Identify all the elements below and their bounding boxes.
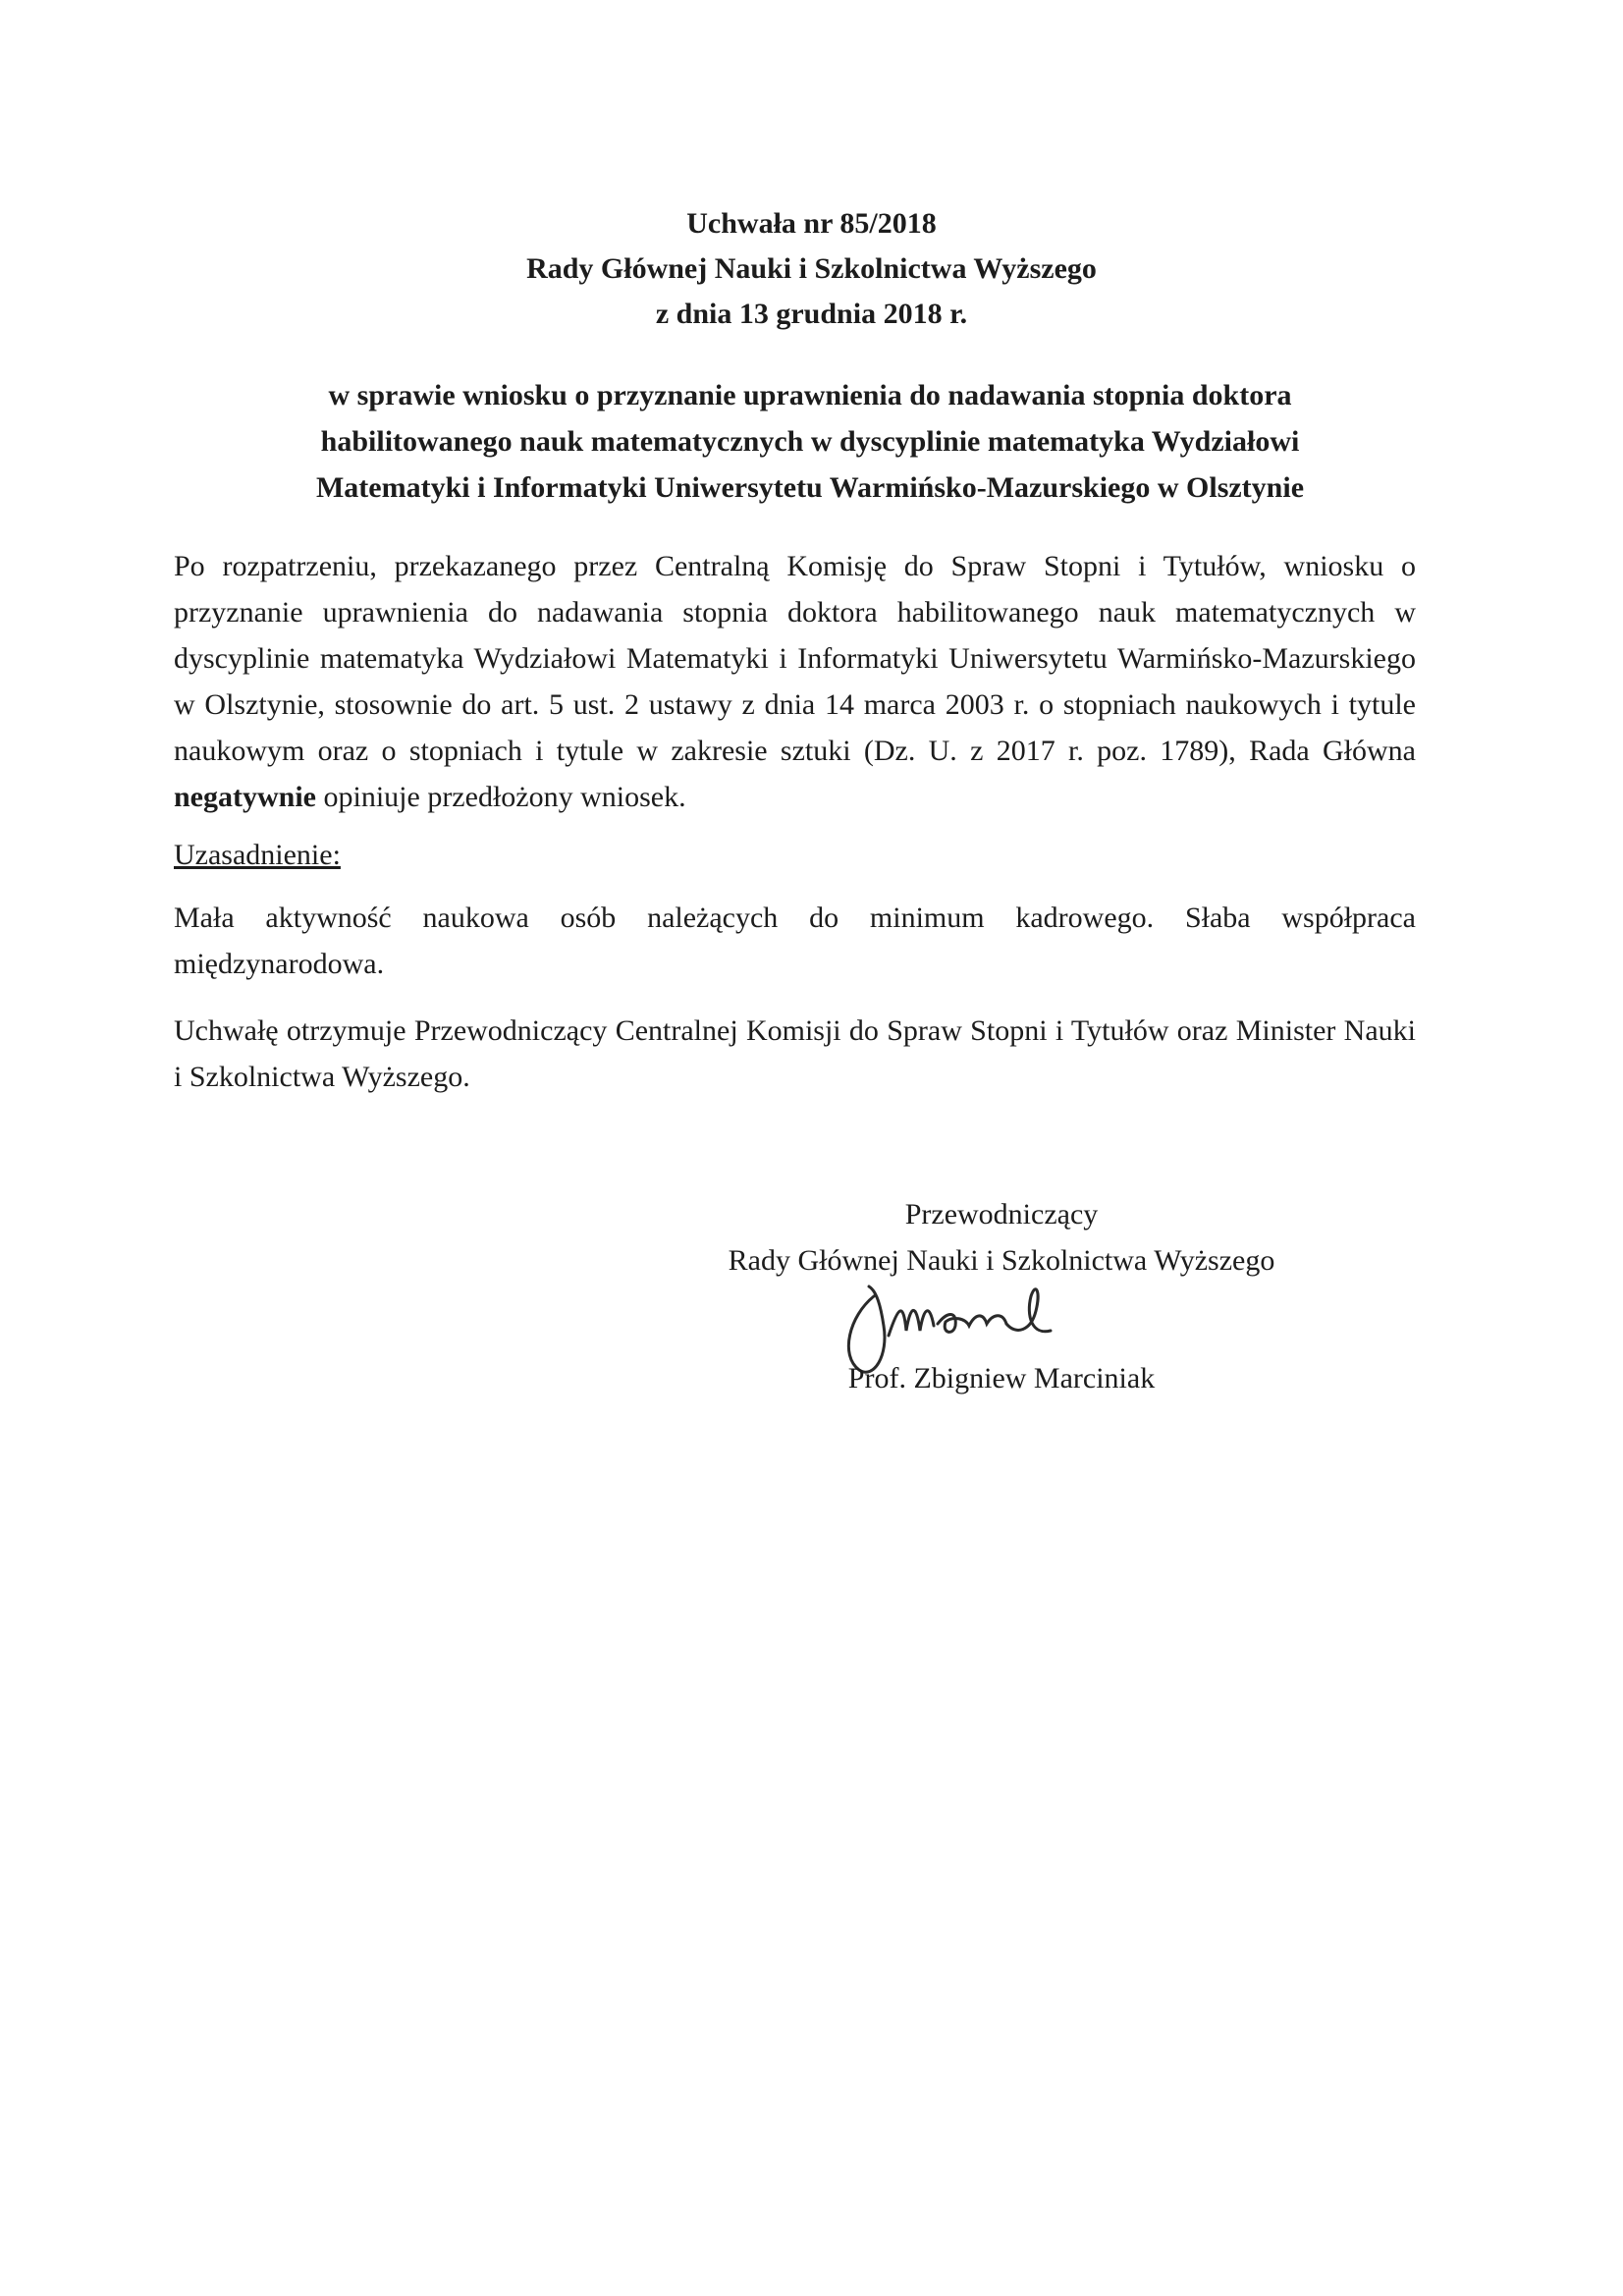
issuing-body: Rady Głównej Nauki i Szkolnictwa Wyższego — [526, 252, 1097, 285]
decision-word: negatywnie — [174, 781, 316, 813]
subject-line-1: w sprawie wniosku o przyznanie uprawnienia do nadawania stopnia doktora — [328, 379, 1292, 411]
main-paragraph — [174, 543, 1416, 820]
resolution-subject — [172, 372, 1448, 511]
resolution-number: Uchwała nr 85/2018 — [686, 207, 937, 240]
main-paragraph-ending: opiniuje przedłożony wniosek. — [316, 781, 686, 813]
resolution-date: z dnia 13 grudnia 2018 r. — [655, 298, 968, 330]
justification-heading: Uzasadnienie: — [174, 839, 341, 871]
main-paragraph-text: Po rozpatrzeniu, przekazanego przez Centralną Komisję do Spraw Stopni i Tytułów, wniosku o przyznanie uprawnienia do nadawania stopnia doktora habilitowanego nauk matematycznych w dyscyplinie matematyka Wydziałowi Matematyki i Informatyki Uniwersytetu Warmińsko-Mazurskiego w Olsztynie, stosownie do art. 5 ust. 2 ustawy z dnia 14 marca 2003 r. o stopniach naukowych i tytule naukowym oraz o stopniach i tytule w zakresie sztuki (Dz. U. z 2017 r. poz. 1789), Rada Główna — [174, 550, 1416, 767]
recipients-paragraph: Uchwałę otrzymuje Przewodniczący Centralnej Komisji do Spraw Stopni i Tytułów oraz Minister Nauki i Szkolnictwa Wyższego. — [174, 1014, 1416, 1093]
signatory-body: Rady Głównej Nauki i Szkolnictwa Wyższego — [728, 1244, 1275, 1277]
subject-line-3: Matematyki i Informatyki Uniwersytetu Warmińsko-Mazurskiego w Olsztynie — [315, 471, 1305, 504]
signatory-title: Przewodniczący — [904, 1198, 1099, 1230]
resolution-header — [0, 201, 1623, 337]
signature-block — [687, 1191, 1316, 1284]
signatory-name: Prof. Zbigniew Marciniak — [847, 1362, 1156, 1394]
subject-line-2: habilitowanego nauk matematycznych w dyscyplinie matematyka Wydziałowi — [320, 425, 1300, 458]
justification-text: Mała aktywność naukowa osób należących do minimum kadrowego. Słaba współpraca międzynarodowa. — [174, 902, 1416, 980]
